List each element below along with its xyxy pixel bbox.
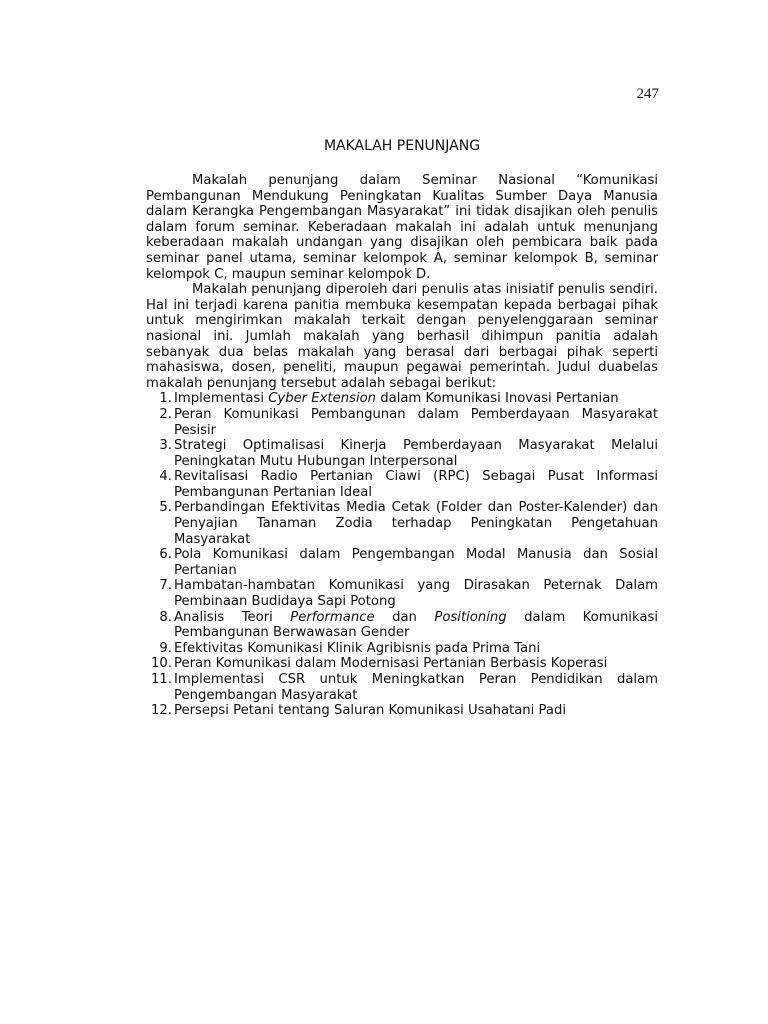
paper-list-item (146, 703, 658, 719)
paper-title-text: dalam Komunikasi Inovasi Pertanian (376, 391, 619, 407)
paper-title (174, 547, 658, 578)
paper-number: 4. (159, 469, 172, 485)
paper-title-text: dalam Komunikasi Pembangunan Berwawasan Gender (174, 609, 658, 641)
paper-list-item (146, 438, 658, 469)
supporting-papers-list (146, 391, 658, 718)
paper-list-item (146, 641, 658, 657)
paper-title-text: Efektivitas Komunikasi Klinik Agribisnis pada Prima Tani (174, 640, 541, 656)
paper-list-item (146, 407, 658, 438)
paper-list-item (146, 469, 658, 500)
page-content (146, 137, 658, 719)
list-intro-paragraph: Makalah penunjang diperoleh dari penulis atas inisiatif penulis sendiri. Hal ini terjadi karena panitia membuka kesempatan kepada berbagai pihak untuk mengirimkan makalah terkait dengan penyelenggaraan seminar nasional ini. Jumlah makalah yang berhasil dihimpun panitia adalah sebanyak dua belas makalah yang berasal dari berbagai pihak seperti mahasiswa, dosen, peneliti, maupun pegawai pemerintah. Judul duabelas makalah penunjang tersebut adalah sebagai berikut: (146, 282, 658, 391)
paper-number: 5. (159, 500, 172, 516)
paper-title-text: Peran Komunikasi Pembangunan dalam Pemberdayaan Masyarakat Pesisir (174, 406, 658, 438)
paper-title (174, 703, 566, 718)
paper-title-text: Persepsi Petani tentang Saluran Komunikasi Usahatani Padi (174, 703, 566, 719)
paper-title-text: Implementasi CSR untuk Meningkatkan Peran Pendidikan dalam Pengembangan Masyarakat (174, 672, 658, 703)
paper-title (174, 610, 658, 641)
section-title: MAKALAH PENUNJANG (323, 138, 481, 154)
paper-list-item (146, 672, 658, 703)
paper-title (174, 391, 619, 406)
paper-title-text: Analisis Teori (174, 609, 291, 625)
paper-title (174, 500, 658, 546)
paper-title-text: Peran Komunikasi dalam Modernisasi Pertanian Berbasis Koperasi (174, 656, 608, 672)
paper-number: 1. (159, 391, 172, 407)
paper-title-italic-term: Performance (290, 609, 375, 625)
paper-title-text: Implementasi (174, 391, 269, 407)
paper-title (174, 438, 658, 469)
paper-number: 8. (159, 609, 172, 625)
page-number: 247 (636, 86, 659, 102)
intro-paragraph: Makalah penunjang dalam Seminar Nasional “Komunikasi Pembangunan Mendukung Peningkatan Kualitas Sumber Daya Manusia dalam Kerangka Pengembangan Masyarakat” ini tidak disajikan oleh penulis dalam forum seminar. Keberadaan makalah ini adalah untuk menunjang keberadaan makalah undangan yang disajikan oleh pembicara baik pada seminar panel utama, seminar kelompok A, seminar kelompok B, seminar kelompok C, maupun seminar kelompok D. (146, 173, 658, 282)
paper-title-text: Hambatan-hambatan Komunikasi yang Dirasakan Peternak Dalam Pembinaan Budidaya Sapi Potong (174, 578, 658, 610)
paper-title-text: Strategi Optimalisasi Kinerja Pemberdayaan Masyarakat Melalui Peningkatan Mutu Hubungan Interpersonal (174, 438, 658, 469)
paper-number: 3. (159, 438, 172, 454)
paper-title-text: dan (374, 609, 435, 625)
paper-title (174, 469, 658, 500)
paper-number: 6. (159, 547, 172, 563)
paper-title-text: Perbandingan Efektivitas Media Cetak (Folder dan Poster-Kalender) dan Penyajian Tanaman Zodia terhadap Peningkatan Pengetahuan Masyarakat (174, 500, 658, 547)
paper-title-text: Pola Komunikasi dalam Pengembangan Modal Manusia dan Sosial Pertanian (174, 547, 658, 578)
paper-title-text: Revitalisasi Radio Pertanian Ciawi (RPC) Sebagai Pusat Informasi Pembangunan Pertanian Ideal (174, 469, 658, 500)
paper-title (174, 672, 658, 703)
paper-title (174, 407, 658, 438)
paper-title-italic-term: Positioning (434, 609, 507, 625)
paper-number: 10. (151, 656, 172, 672)
paper-title (174, 641, 540, 656)
paper-list-item (146, 500, 658, 547)
paper-number: 11. (151, 672, 172, 687)
paper-list-item (146, 547, 658, 578)
paper-number: 9. (159, 640, 172, 656)
paper-number: 2. (159, 406, 172, 422)
paper-list-item (146, 610, 658, 641)
paper-list-item (146, 391, 658, 407)
paper-number: 12. (151, 703, 172, 719)
paper-title (174, 656, 607, 671)
paper-list-item (146, 578, 658, 609)
paper-title-italic-term: Cyber Extension (268, 391, 377, 407)
paper-title (174, 578, 658, 609)
paper-number: 7. (159, 578, 172, 594)
paper-list-item (146, 656, 658, 672)
